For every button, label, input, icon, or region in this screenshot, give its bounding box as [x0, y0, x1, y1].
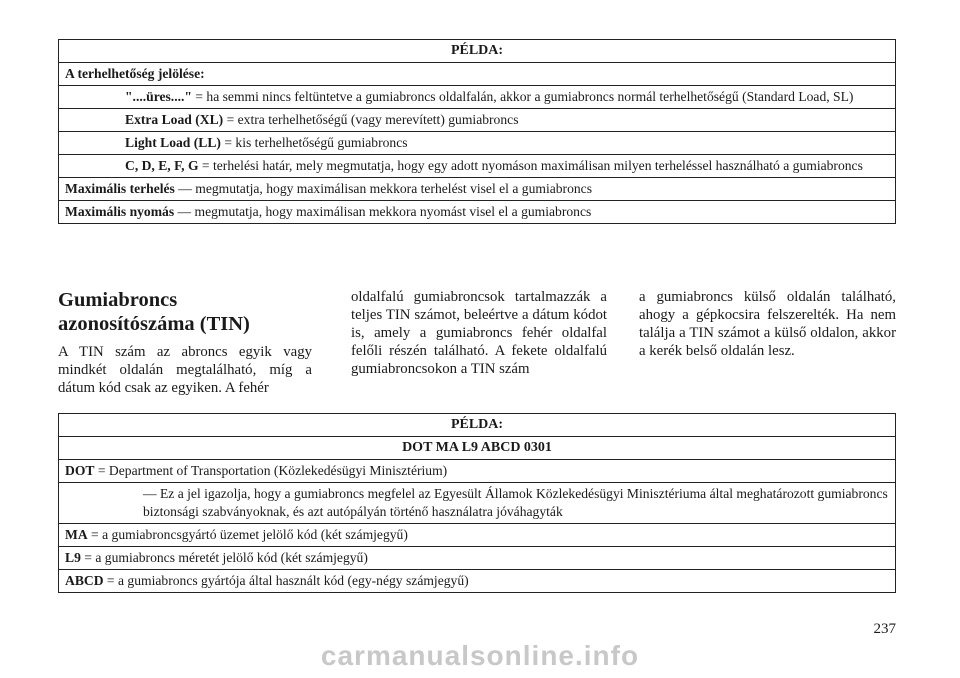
tin-code: DOT MA L9 ABCD 0301 — [59, 437, 896, 460]
page-number: 237 — [873, 621, 896, 637]
text-column-3 — [639, 288, 896, 360]
text-column-1 — [58, 288, 312, 397]
section-title: Gumiabroncs azonosítószáma (TIN) — [58, 289, 250, 335]
table-row — [59, 86, 896, 109]
table-row — [59, 547, 896, 570]
row-term: Maximális nyomás — [65, 204, 175, 219]
row-desc: — Ez a jel igazolja, hogy a gumiabroncs megfelel az Egyesült Államok Közlekedésügyi Minisztériuma által meghatározott gumiabroncs biztonsági szabványoknak, és azt autópályán történő használatra jóváhagyták — [143, 486, 888, 519]
row-desc: = Department of Transportation (Közlekedésügyi Minisztérium) — [94, 463, 448, 478]
table-row — [59, 155, 896, 178]
paragraph: a gumiabroncs külső oldalán található, ahogy a gépkocsira felszerelték. Ha nem találja a TIN számot a külső oldalon, akkor a kerék belső oldalán lesz. — [639, 289, 896, 359]
row-desc: = a gumiabroncsgyártó üzemet jelölő kód (két számjegyű) — [87, 527, 408, 542]
row-term: "....üres...." — [125, 89, 192, 104]
row-term: C, D, E, F, G — [125, 158, 199, 173]
table-header: PÉLDA: — [59, 40, 896, 63]
table-row — [59, 483, 896, 524]
text-column-2 — [351, 288, 607, 378]
table-row — [59, 201, 896, 224]
row-desc: = terhelési határ, mely megmutatja, hogy egy adott nyomáson maximálisan milyen terheléssel használható a gumiabroncs — [198, 158, 863, 173]
table-row — [59, 570, 896, 593]
table-header: PÉLDA: — [59, 414, 896, 437]
paragraph: oldalfalú gumiabroncsok tartalmazzák a teljes TIN számot, beleértve a dátum kódot is, amely a gumiabroncs fehér oldalfal felőli részén található. A fekete oldalfalú gumiabroncsokon a TIN szám — [351, 289, 607, 377]
row-desc: = extra terhelhetőségű (vagy merevített) gumiabroncs — [223, 112, 519, 127]
table-row — [59, 109, 896, 132]
table-row — [59, 132, 896, 155]
row-term: ABCD — [65, 573, 104, 588]
row-desc: = ha semmi nincs feltüntetve a gumiabroncs oldalfalán, akkor a gumiabroncs normál terhelhetőségű (Standard Load, SL) — [191, 89, 854, 104]
row-term: Light Load (LL) — [125, 135, 221, 150]
row-term: L9 — [65, 550, 81, 565]
table-row — [59, 460, 896, 483]
row-term: DOT — [65, 463, 95, 478]
row-desc: — megmutatja, hogy maximálisan mekkora terhelést visel el a gumiabroncs — [174, 181, 592, 196]
row-term: MA — [65, 527, 88, 542]
table-row — [59, 524, 896, 547]
table-subheader: A terhelhetőség jelölése: — [59, 63, 896, 86]
table-row — [59, 178, 896, 201]
row-desc: = kis terhelhetőségű gumiabroncs — [220, 135, 408, 150]
row-desc: = a gumiabroncs méretét jelölő kód (két számjegyű) — [80, 550, 368, 565]
load-example-table — [58, 39, 896, 224]
row-term: Maximális terhelés — [65, 181, 175, 196]
paragraph: A TIN szám az abroncs egyik vagy mindkét oldalán megtalálható, míg a dátum kód csak az egyiken. A fehér — [58, 344, 312, 396]
tin-example-table — [58, 413, 896, 593]
row-term: Extra Load (XL) — [125, 112, 224, 127]
row-desc: — megmutatja, hogy maximálisan mekkora nyomást visel el a gumiabroncs — [174, 204, 592, 219]
watermark: carmanualsonline.info — [320, 640, 640, 671]
row-desc: = a gumiabroncs gyártója által használt kód (egy-négy számjegyű) — [103, 573, 469, 588]
